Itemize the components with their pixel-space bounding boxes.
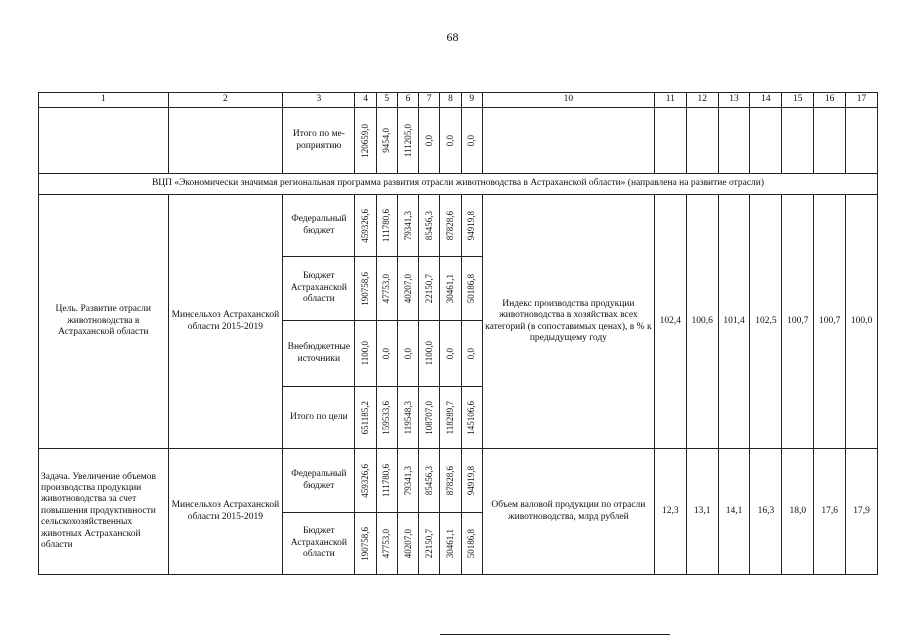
value-cell: 0,0 xyxy=(419,108,440,174)
value-cell: 79341,3 xyxy=(397,449,418,513)
value-cell: 50186,8 xyxy=(461,257,482,321)
goal-executor: Минсельхоз Астраханской области 2015-2019 xyxy=(168,195,283,449)
value-cell: 145106,6 xyxy=(461,387,482,449)
indicator-value: 13,1 xyxy=(686,449,718,575)
col-header: 3 xyxy=(283,93,355,108)
value-cell: 40207,0 xyxy=(397,513,418,575)
indicator-value: 100,6 xyxy=(686,195,718,449)
goal-indicator: Индекс производства продукции животноводства в хозяйствах всех категорий (в сопоставимых ценах), в % к предыдущему году xyxy=(482,195,654,449)
col-header: 13 xyxy=(718,93,750,108)
value-cell: 0,0 xyxy=(440,321,461,387)
value-cell: 30461,1 xyxy=(440,513,461,575)
task-row xyxy=(39,449,878,513)
value-cell: 1100,0 xyxy=(355,321,376,387)
goal-name: Цель. Развитие отрасли животноводства в Астраханской области xyxy=(39,195,169,449)
section-title-row xyxy=(39,174,878,195)
col-header: 6 xyxy=(397,93,418,108)
value-cell: 94919,8 xyxy=(461,195,482,257)
indicator-value: 12,3 xyxy=(654,449,686,575)
col-header: 8 xyxy=(440,93,461,108)
indicator-value: 16,3 xyxy=(750,449,782,575)
column-header-row xyxy=(39,93,878,108)
col-header: 10 xyxy=(482,93,654,108)
value-cell: 0,0 xyxy=(397,321,418,387)
funding-source: Итого по цели xyxy=(283,387,355,449)
value-cell: 459326,6 xyxy=(355,449,376,513)
value-cell: 87828,6 xyxy=(440,195,461,257)
col-header: 2 xyxy=(168,93,283,108)
value-cell: 119548,3 xyxy=(397,387,418,449)
value-cell: 94919,8 xyxy=(461,449,482,513)
indicator-value: 100,0 xyxy=(846,195,878,449)
value-cell: 0,0 xyxy=(461,321,482,387)
col-header: 7 xyxy=(419,93,440,108)
indicator-value: 18,0 xyxy=(782,449,814,575)
indicator-value: 17,6 xyxy=(814,449,846,575)
value-cell: 9454,0 xyxy=(376,108,397,174)
value-cell: 111780,6 xyxy=(376,195,397,257)
bottom-divider xyxy=(440,634,670,635)
value-cell: 118289,7 xyxy=(440,387,461,449)
indicator-value: 101,4 xyxy=(718,195,750,449)
value-cell: 0,0 xyxy=(440,108,461,174)
indicator-value: 100,7 xyxy=(814,195,846,449)
value-cell: 111780,6 xyxy=(376,449,397,513)
value-cell: 85456,3 xyxy=(419,449,440,513)
funding-source: Бюджет Астраханской области xyxy=(283,257,355,321)
value-cell: 1100,0 xyxy=(419,321,440,387)
value-cell: 30461,1 xyxy=(440,257,461,321)
task-indicator: Объем валовой продукции по отрасли животноводства, млрд рублей xyxy=(482,449,654,575)
page-number: 68 xyxy=(446,30,459,44)
funding-source: Бюджет Астраханской области xyxy=(283,513,355,575)
col-header: 17 xyxy=(846,93,878,108)
value-cell: 47753,0 xyxy=(376,513,397,575)
value-cell: 87828,6 xyxy=(440,449,461,513)
indicator-value: 102,5 xyxy=(750,195,782,449)
value-cell: 47753,0 xyxy=(376,257,397,321)
col-header: 1 xyxy=(39,93,169,108)
value-cell: 22150,7 xyxy=(419,257,440,321)
value-cell: 22150,7 xyxy=(419,513,440,575)
col-header: 9 xyxy=(461,93,482,108)
indicator-value: 17,9 xyxy=(846,449,878,575)
funding-source: Итого по ме-роприятию xyxy=(283,108,355,174)
value-cell: 50186,8 xyxy=(461,513,482,575)
funding-source: Внебюджетные источники xyxy=(283,321,355,387)
funding-source: Федеральный бюджет xyxy=(283,449,355,513)
value-cell: 159533,6 xyxy=(376,387,397,449)
indicator-value: 14,1 xyxy=(718,449,750,575)
value-cell: 459326,6 xyxy=(355,195,376,257)
col-header: 11 xyxy=(654,93,686,108)
carry-row xyxy=(39,108,878,174)
value-cell: 651185,2 xyxy=(355,387,376,449)
col-header: 14 xyxy=(750,93,782,108)
value-cell: 85456,3 xyxy=(419,195,440,257)
section-title: ВЦП «Экономически значимая региональная программа развития отрасли животноводства в Астраханской области» (направлена на развитие отрасли) xyxy=(39,174,878,195)
value-cell: 111205,0 xyxy=(397,108,418,174)
task-name: Задача. Увеличение объемов производства продукции животноводства за счет повышения продуктивности сельскохозяйственных животных Астраханской области xyxy=(39,449,169,575)
col-header: 16 xyxy=(814,93,846,108)
value-cell: 0,0 xyxy=(376,321,397,387)
value-cell: 108707,0 xyxy=(419,387,440,449)
col-header: 5 xyxy=(376,93,397,108)
value-cell: 120659,0 xyxy=(355,108,376,174)
value-cell: 40207,0 xyxy=(397,257,418,321)
indicator-value: 100,7 xyxy=(782,195,814,449)
value-cell: 0,0 xyxy=(461,108,482,174)
funding-source: Федеральный бюджет xyxy=(283,195,355,257)
col-header: 4 xyxy=(355,93,376,108)
program-table xyxy=(38,92,878,575)
value-cell: 190758,6 xyxy=(355,257,376,321)
indicator-value: 102,4 xyxy=(654,195,686,449)
col-header: 15 xyxy=(782,93,814,108)
col-header: 12 xyxy=(686,93,718,108)
task-executor: Минсельхоз Астраханской области 2015-2019 xyxy=(168,449,283,575)
value-cell: 79341,3 xyxy=(397,195,418,257)
value-cell: 190758,6 xyxy=(355,513,376,575)
goal-row xyxy=(39,195,878,257)
